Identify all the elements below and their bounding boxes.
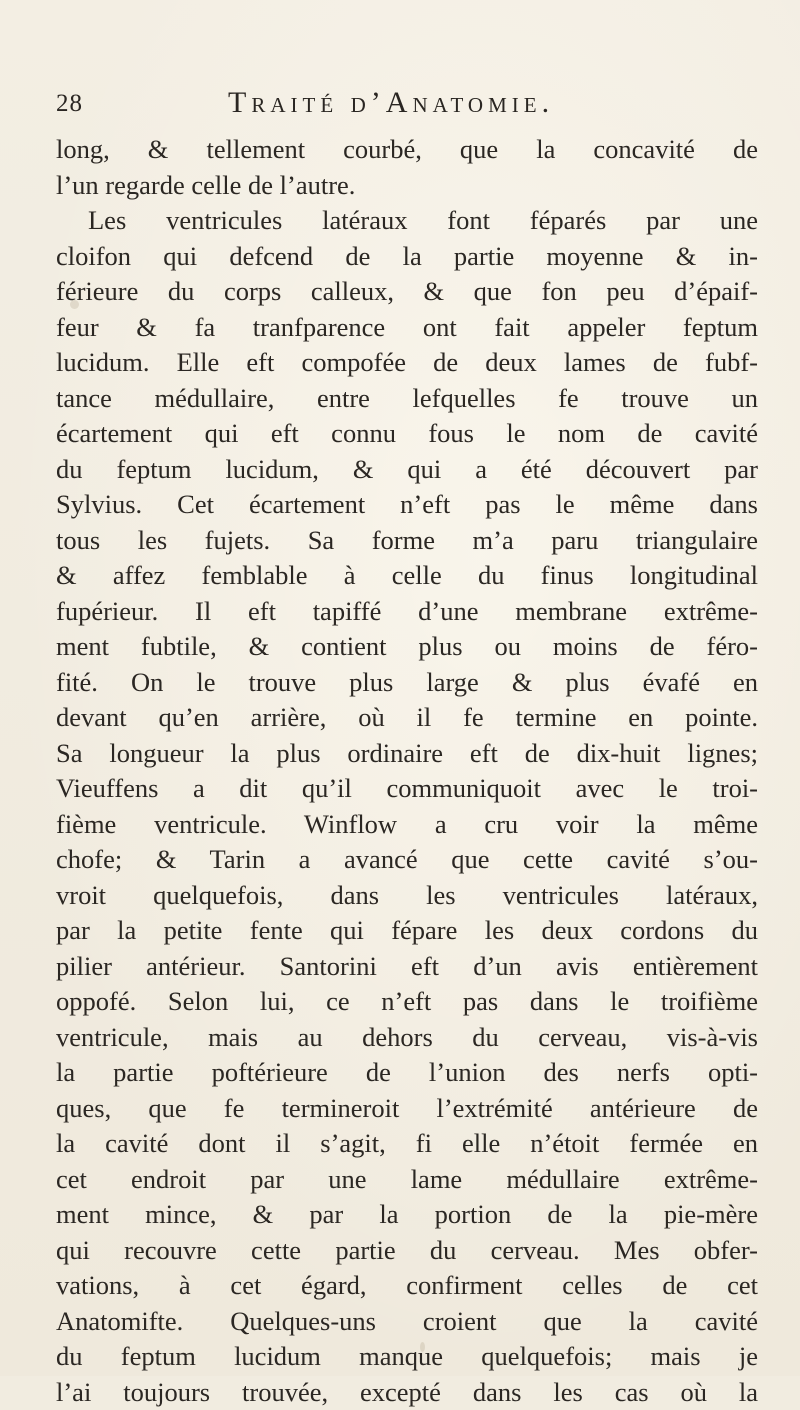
text-line: cet endroit par une lame médullaire extrême- [56,1162,758,1198]
text-line: feur & fa tranfparence ont fait appeler feptum [56,310,758,346]
text-line: du feptum lucidum, & qui a été découvert par [56,452,758,488]
text-line: du feptum lucidum manque quelquefois; mais je [56,1339,758,1375]
text-line: Les ventricules latéraux font féparés par une [56,203,758,239]
text-line: par la petite fente qui fépare les deux cordons du [56,913,758,949]
text-line: Anatomifte. Quelques-uns croient que la cavité [56,1304,758,1340]
body-text [56,132,758,1410]
text-line: fité. On le trouve plus large & plus évafé en [56,665,758,701]
text-line: ques, que fe termineroit l’extrémité antérieure de [56,1091,758,1127]
text-line: lucidum. Elle eft compofée de deux lames de fubf- [56,345,758,381]
text-line: tance médullaire, entre lefquelles fe trouve un [56,381,758,417]
text-line: férieure du corps calleux, & que fon peu d’épaif- [56,274,758,310]
text-line: écartement qui eft connu fous le nom de cavité [56,416,758,452]
page-number: 28 [56,90,83,118]
text-line: cloifon qui defcend de la partie moyenne & in- [56,239,758,275]
text-line: vations, à cet égard, confirment celles de cet [56,1268,758,1304]
text-line: la cavité dont il s’agit, fi elle n’étoit fermée en [56,1126,758,1162]
text-line: Sylvius. Cet écartement n’eft pas le même dans [56,487,758,523]
text-line: Sa longueur la plus ordinaire eft de dix-huit lignes; [56,736,758,772]
text-line: ment mince, & par la portion de la pie-mère [56,1197,758,1233]
text-line: Vieuffens a dit qu’il communiquoit avec le troi- [56,771,758,807]
text-line: devant qu’en arrière, où il fe termine en pointe. [56,700,758,736]
page-title: Traité d’Anatomie. [228,86,554,120]
text-line: oppofé. Selon lui, ce n’eft pas dans le troifième [56,984,758,1020]
text-line: & affez femblable à celle du finus longitudinal [56,558,758,594]
text-line: l’ai toujours trouvée, excepté dans les cas où la [56,1375,758,1410]
text-line: pilier antérieur. Santorini eft d’un avis entièrement [56,949,758,985]
text-line: chofe; & Tarin a avancé que cette cavité s’ou- [56,842,758,878]
text-line: la partie poftérieure de l’union des nerfs opti- [56,1055,758,1091]
text-line: fième ventricule. Winflow a cru voir la même [56,807,758,843]
text-line: ment fubtile, & contient plus ou moins de féro- [56,629,758,665]
text-line: tous les fujets. Sa forme m’a paru triangulaire [56,523,758,559]
text-line: qui recouvre cette partie du cerveau. Mes obfer- [56,1233,758,1269]
text-line: ventricule, mais au dehors du cerveau, vis-à-vis [56,1020,758,1056]
text-line: l’un regarde celle de l’autre. [56,168,758,204]
text-line: vroit quelquefois, dans les ventricules latéraux, [56,878,758,914]
running-head [56,82,756,122]
text-line: fupérieur. Il eft tapiffé d’une membrane extrême- [56,594,758,630]
text-line: long, & tellement courbé, que la concavité de [56,132,758,168]
